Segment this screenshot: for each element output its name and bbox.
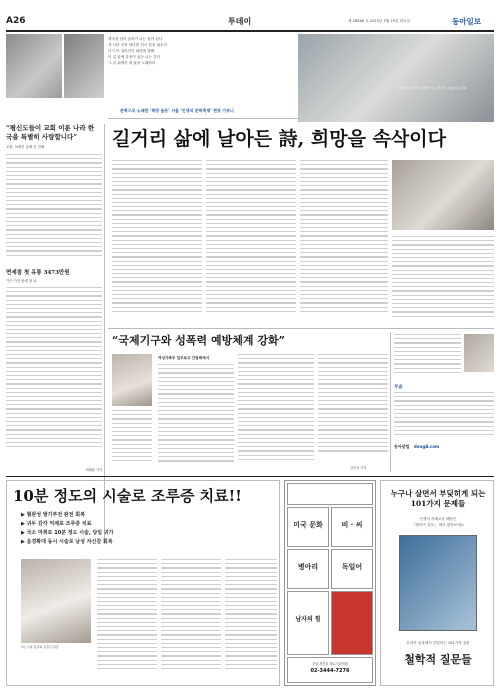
classified-tile[interactable] — [287, 483, 373, 505]
subsection-name: 동아닷컴 — [394, 444, 410, 449]
ad-2-book-sub: 우리가 일상에서 부딪히는 101가지 질문 — [406, 641, 470, 645]
ad-1 — [6, 480, 280, 686]
left-body-1 — [6, 154, 102, 266]
deck-rule — [108, 118, 298, 119]
right-lower-body — [394, 334, 461, 382]
ad-1-bullets — [21, 511, 114, 547]
ad-1-body-col-1 — [97, 559, 157, 681]
poem-line: 다시 또 걸어간다 희망을 향해 — [108, 49, 155, 53]
obituary-photo — [464, 334, 494, 372]
subsection-label — [394, 444, 494, 450]
poem-line: 저 너머 산과 바다를 건너 꽃을 피우리 — [108, 43, 167, 47]
classifieds-grid — [284, 480, 376, 686]
ad-1-doctor-photo — [21, 559, 91, 643]
ad-1-body-col-3 — [225, 559, 277, 681]
mid-body-col-4 — [318, 354, 388, 464]
ad-2-book-title: 철학적 질문들 — [404, 653, 472, 666]
mid-body-col-2 — [158, 364, 234, 470]
left-body-2 — [6, 287, 102, 467]
poem-block — [108, 36, 298, 86]
ad-1-bullet-text: 귀두 감각 억제로 조루증 치료 — [26, 521, 92, 527]
main-body-col-1 — [112, 160, 202, 325]
classified-tile[interactable] — [287, 549, 329, 589]
deck: 문학으로 노래한 ‘희망 율동’ 서울 ‘인생의 문학축제’ 현장 가보니 — [120, 108, 234, 113]
left-headline-1: “평신도들이 교회 이룬 나라 한국을 특별히 사랑합니다” — [6, 124, 95, 141]
mid-headline: “국제기구와 성폭력 예방체계 강화” — [112, 334, 285, 347]
left-sub-2: 가구·가전 판매 첫 날 — [6, 279, 37, 283]
obituary-body — [394, 392, 494, 442]
paper-name: 동아일보 — [452, 17, 481, 26]
obituary-header: 부음 — [394, 385, 403, 390]
phone-number: 02-3444-7276 — [310, 668, 350, 674]
main-body-col-3 — [300, 160, 388, 325]
ad-2-sub2: 『철학적 질문』 에서 찾아보세요 — [411, 523, 465, 527]
classified-label: 비 · 씨 — [341, 521, 363, 529]
section-label: 투데이 — [228, 17, 252, 26]
classified-label: 남자의 힘 — [295, 616, 321, 623]
page-number: A26 — [6, 16, 26, 26]
classified-tile[interactable] — [331, 591, 373, 655]
ad-1-bullet — [21, 529, 114, 538]
ad-1-bullet — [21, 538, 114, 547]
bullet-icon: ▶ — [21, 530, 27, 536]
top-left-photo — [6, 34, 62, 98]
right-lower-block — [394, 334, 494, 472]
ad-1-bullet-text: 음경확대 동시 시술로 남성 자신감 회복 — [26, 539, 113, 545]
ad-1-doctor-caption: 비뇨기과 전문의 김정진 원장 — [21, 645, 59, 649]
classified-label: 미국 문화 — [293, 521, 323, 529]
classified-tile[interactable] — [331, 507, 373, 547]
classified-tile[interactable] — [287, 507, 329, 547]
ad-1-bullet — [21, 511, 114, 520]
phone-label: 강남 정진호 비뇨기과의원 — [312, 662, 348, 666]
mid-byline: 김민지 기자 — [350, 466, 367, 470]
ad-section-rule — [6, 476, 494, 477]
classified-label: 병아리 — [297, 563, 319, 571]
dongA-link[interactable]: dongA.com — [413, 444, 440, 449]
left-byline-1: 교황, 보좌진 통해 뜻 전해 — [6, 145, 45, 149]
masthead-rule — [6, 30, 494, 32]
ad-1-bullet-text: 국소 마취로 10분 정도 시술, 당일 귀가 — [26, 530, 114, 536]
mid-subheading: 여성가족부 업무보고 간담회에서 — [158, 356, 210, 360]
classified-footer — [287, 657, 373, 683]
ad-1-bullet — [21, 520, 114, 529]
ad-2-sub: 인생의 지혜로운 해답은 — [419, 517, 457, 521]
left-byline-2: 최혜린 기자 — [85, 468, 102, 472]
photo-caption: ‘희망의 인문학’ 교실에서 노숙인들이 시를 읽고 있다. — [398, 86, 468, 90]
poem-line: 계곡을 넘어 올라가 나는 꽃이 된다 — [108, 37, 163, 41]
ad-2-headline: 누구나 살면서 부딪히게 되는 101가지 문제들 — [390, 489, 486, 508]
main-story-photo — [392, 160, 494, 230]
main-story-col-4 — [392, 236, 494, 326]
mid-story-portrait — [112, 354, 152, 406]
mid-body-col-1 — [112, 410, 152, 470]
main-headline: 길거리 삶에 날아든 詩, 희망을 속삭이다 — [112, 128, 446, 150]
classified-tile[interactable] — [331, 549, 373, 589]
ad-1-body-col-2 — [161, 559, 221, 681]
bullet-icon: ▶ — [21, 512, 27, 518]
main-body-col-2 — [206, 160, 296, 325]
poem-line: 이 길 끝에 무엇이 있든 나는 간다 — [108, 55, 160, 59]
left-headline-2: 면세점 첫 유통 3473만원 — [6, 270, 70, 276]
ad-2 — [380, 480, 494, 686]
mid-body-col-3 — [238, 354, 314, 470]
ad-1-headline: 10분 정도의 시술로 조루증 치료!! — [13, 487, 242, 505]
issue-info: 제 28566 호 2013년 3월 19일 화요일 — [348, 19, 411, 23]
bullet-icon: ▶ — [21, 521, 27, 527]
bullet-icon: ▶ — [21, 539, 27, 545]
classified-label: 독일어 — [341, 563, 363, 571]
ad-2-book-cover — [399, 535, 477, 631]
masthead — [6, 14, 494, 30]
classified-tile[interactable] — [287, 591, 329, 655]
right-divider — [390, 332, 391, 472]
poem-line: 그 길 위에서 새 날을 노래하리 — [108, 61, 156, 65]
top-center-photo — [64, 34, 104, 98]
mid-divider — [108, 328, 494, 329]
top-right-photo — [298, 34, 494, 122]
ad-1-bullet-text: 혈관성 발기부전 완전 회복 — [26, 512, 85, 518]
